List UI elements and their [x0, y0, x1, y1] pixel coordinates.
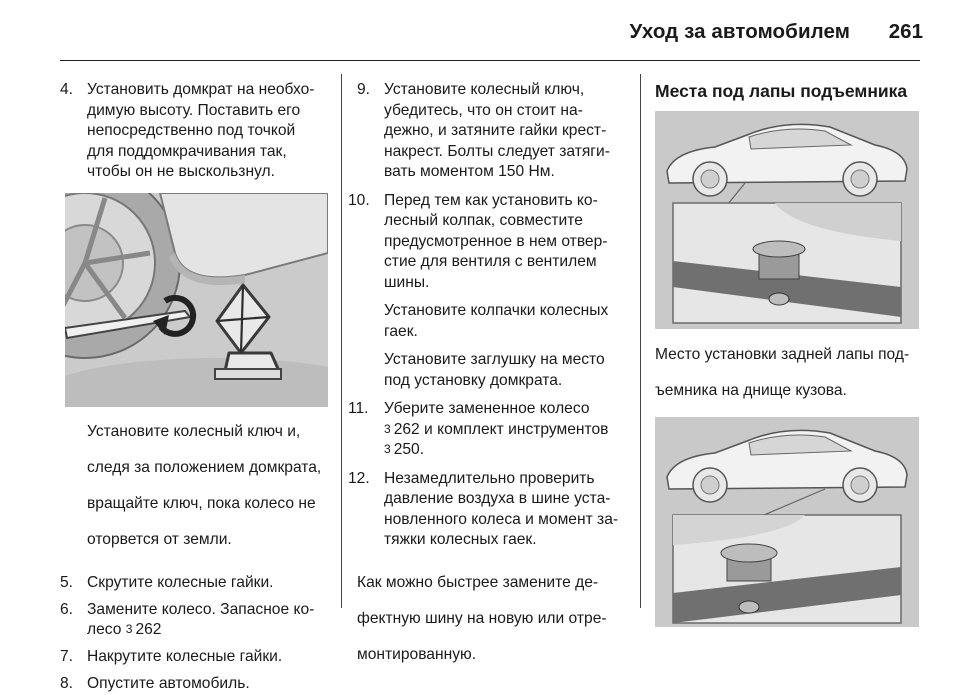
step-number: 6. — [60, 600, 74, 618]
text-fragment: лесо — [87, 621, 122, 639]
step-10 — [348, 191, 627, 392]
jack-illustration — [65, 193, 328, 407]
text-line: следя за положением домкрата, — [87, 459, 322, 477]
text-line: Незамедлительно проверить — [384, 469, 595, 487]
text-line: под установку домкрата. — [384, 371, 563, 389]
cross-reference-arrow-icon: 3 — [125, 622, 133, 637]
page-header-title: Уход за автомобилем — [629, 20, 850, 43]
text-line: гаек. — [384, 322, 418, 340]
header-divider — [60, 60, 920, 61]
text-line: вать моментом 150 Нм. — [384, 163, 555, 180]
figure-caption — [655, 345, 921, 402]
step-8 — [60, 674, 328, 695]
column-divider — [341, 74, 342, 608]
rear-lift-point-illustration — [655, 417, 919, 627]
note-paragraph — [357, 573, 627, 666]
text-line: Установите колесный ключ и, — [87, 423, 301, 441]
text-line: накрест. Болты следует затяги- — [384, 142, 610, 160]
column-divider — [640, 74, 641, 608]
text-line: Установите колесный ключ, — [384, 81, 585, 98]
text-line: шины. — [384, 273, 430, 291]
step-number: 7. — [60, 648, 74, 666]
column-2 — [348, 80, 627, 681]
page-reference: 262 — [135, 621, 162, 639]
step-number: 5. — [60, 573, 74, 591]
cross-reference-arrow-icon: 3 — [384, 442, 391, 456]
text-line: дежно, и затяните гайки крест- — [384, 122, 607, 139]
step-number: 12. — [348, 469, 370, 487]
text-line: монтированную. — [357, 645, 477, 663]
column-1 — [60, 80, 328, 695]
text-line: вращайте ключ, пока колесо не — [87, 495, 316, 513]
front-lift-point-illustration — [655, 111, 919, 329]
cross-reference-arrow-icon: 3 — [384, 421, 391, 436]
text-line: Установить домкрат на необхо- — [87, 81, 315, 98]
step-11 — [348, 399, 627, 461]
step-12 — [348, 469, 627, 551]
step-6 — [60, 600, 328, 641]
text-line: давление воздуха в шине уста- — [384, 490, 611, 507]
step-9 — [357, 80, 627, 183]
text-line — [384, 420, 627, 441]
text-line: лесный колпак, совместите — [384, 212, 583, 229]
text-line: стие для вентиля с вентилем — [384, 253, 597, 270]
text-line — [384, 440, 627, 461]
text-line: для поддомкрачивания так, — [87, 142, 287, 160]
text-fragment: 250. — [393, 441, 425, 458]
text-line: Скрутите колесные гайки. — [87, 573, 274, 591]
text-line — [87, 620, 328, 641]
step-7 — [60, 647, 328, 668]
text-line: ъемника на днище кузова. — [655, 381, 847, 399]
text-line: непосредственно под точкой — [87, 122, 296, 139]
text-line: убедитесь, что он стоит на- — [384, 101, 583, 119]
text-line: Установите колпачки колесных — [384, 302, 609, 319]
text-line: оторвется от земли. — [87, 531, 232, 549]
text-line: чтобы он не выскользнул. — [87, 163, 275, 180]
step-4 — [60, 80, 328, 183]
text-line: Уберите замененное колесо — [384, 400, 590, 417]
step-number: 8. — [60, 675, 74, 693]
section-title: Места под лапы подъемника — [655, 81, 908, 101]
text-line: димую высоту. Поставить его — [87, 101, 301, 119]
text-fragment: 262 и комплект инструментов — [393, 420, 609, 438]
text-line: Перед тем как установить ко- — [384, 191, 598, 209]
text-line: фектную шину на новую или отре- — [357, 609, 607, 627]
step-number: 9. — [357, 81, 371, 98]
text-line: Установите заглушку на место — [384, 351, 605, 368]
text-line: Место установки задней лапы под- — [655, 345, 910, 363]
column-3 — [655, 80, 921, 627]
text-line: предусмотренное в нем отвер- — [384, 232, 608, 250]
step-5 — [60, 573, 328, 594]
step-number: 11. — [348, 400, 369, 417]
text-line: Замените колесо. Запасное ко- — [87, 600, 315, 618]
text-line: Как можно быстрее замените де- — [357, 573, 599, 591]
text-line: новленного колеса и момент за- — [384, 510, 619, 528]
step-number: 10. — [348, 191, 370, 209]
text-line: Опустите автомобиль. — [87, 675, 250, 693]
step-number: 4. — [60, 81, 74, 98]
text-line: тяжки колесных гаек. — [384, 531, 537, 548]
text-line: Накрутите колесные гайки. — [87, 648, 283, 666]
step-4-continuation — [60, 422, 328, 551]
page-number: 261 — [888, 20, 923, 43]
